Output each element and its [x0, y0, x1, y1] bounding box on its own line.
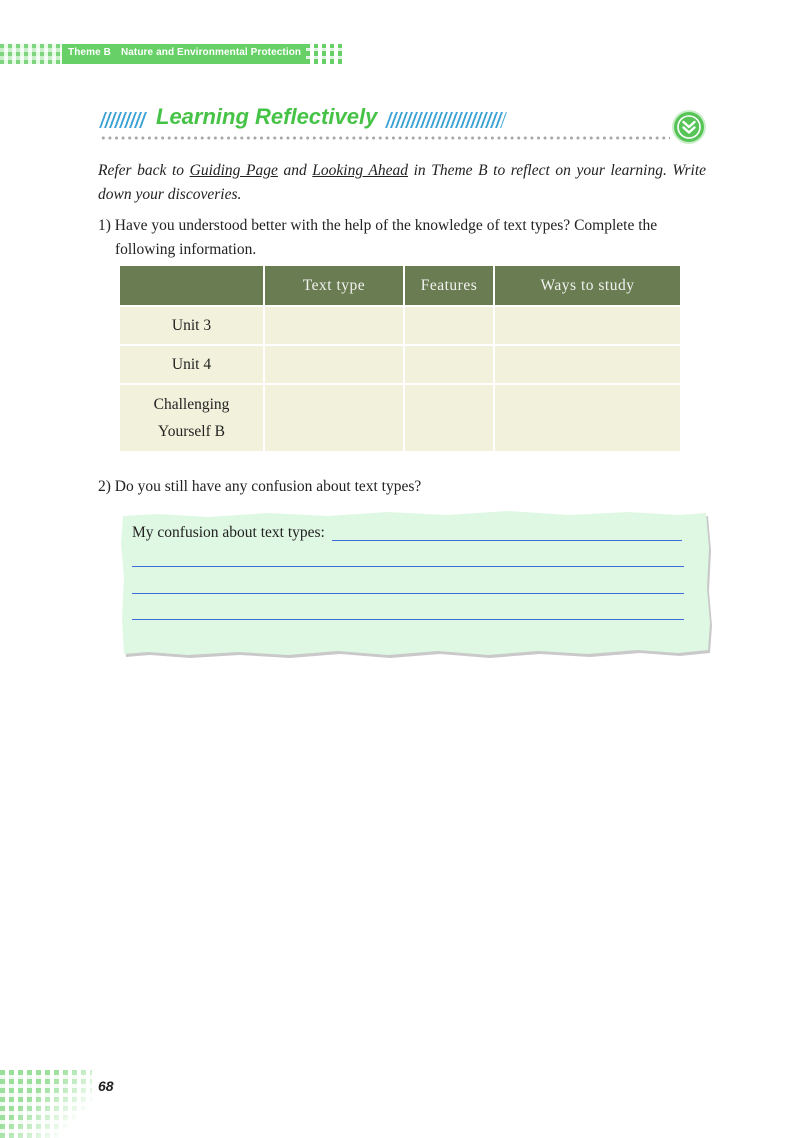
writing-line[interactable]: [132, 619, 684, 620]
row-label: [120, 384, 264, 451]
heading-hatch-left: [99, 112, 149, 128]
theme-label: Theme B: [68, 47, 111, 58]
guiding-page-link[interactable]: Guiding Page: [189, 162, 278, 179]
text-types-table: [120, 266, 680, 451]
footer-pixel-pattern: [0, 1070, 92, 1138]
table-row: [120, 306, 680, 345]
text-type-cell[interactable]: [264, 306, 404, 345]
looking-ahead-link[interactable]: Looking Ahead: [312, 162, 408, 179]
intro-paragraph: [98, 159, 706, 207]
header-pixel-tail: [306, 44, 346, 64]
writing-line[interactable]: [332, 540, 682, 541]
section-title: Learning Reflectively: [156, 104, 378, 129]
dotted-divider: [100, 136, 670, 140]
writing-line[interactable]: [132, 593, 684, 594]
table-row: [120, 345, 680, 384]
heading-hatch-right: [385, 112, 507, 128]
intro-text: in Theme B to reflect on your learning. Write down your discoveries.: [98, 162, 707, 203]
row-label: Unit 3: [120, 306, 264, 345]
features-cell[interactable]: [404, 345, 494, 384]
table-header-text-type: Text type: [264, 266, 404, 306]
table-header-features: Features: [404, 266, 494, 306]
text-type-cell[interactable]: [264, 345, 404, 384]
row-label: Unit 4: [120, 345, 264, 384]
table-header-row: [120, 266, 680, 306]
ways-to-study-cell[interactable]: [494, 306, 680, 345]
features-cell[interactable]: [404, 306, 494, 345]
page-number: 68: [98, 1078, 114, 1094]
theme-title: Nature and Environmental Protection: [120, 47, 302, 58]
intro-text: Refer back to: [98, 162, 190, 179]
question-1: [98, 214, 706, 262]
ways-to-study-cell[interactable]: [494, 384, 680, 451]
table-header-ways-to-study: Ways to study: [494, 266, 680, 306]
question-2: 2) Do you still have any confusion about text types?: [98, 478, 422, 495]
confusion-label: My confusion about text types:: [132, 524, 325, 541]
text-type-cell[interactable]: [264, 384, 404, 451]
table-row: [120, 384, 680, 451]
intro-text: and: [277, 162, 313, 179]
running-header: [68, 47, 301, 58]
row-label-line: Yourself B: [158, 423, 225, 440]
ways-to-study-cell[interactable]: [494, 345, 680, 384]
writing-line[interactable]: [132, 566, 684, 567]
table-header-blank: [120, 266, 264, 306]
row-label-line: Challenging: [153, 396, 230, 413]
header-pixel-pattern: [0, 44, 62, 64]
double-chevron-down-icon: [674, 112, 704, 142]
features-cell[interactable]: [404, 384, 494, 451]
question-1-line-1: 1) Have you understood better with the help of the knowledge of text types? Complete the: [98, 217, 658, 234]
question-1-line-2: following information.: [115, 241, 257, 258]
